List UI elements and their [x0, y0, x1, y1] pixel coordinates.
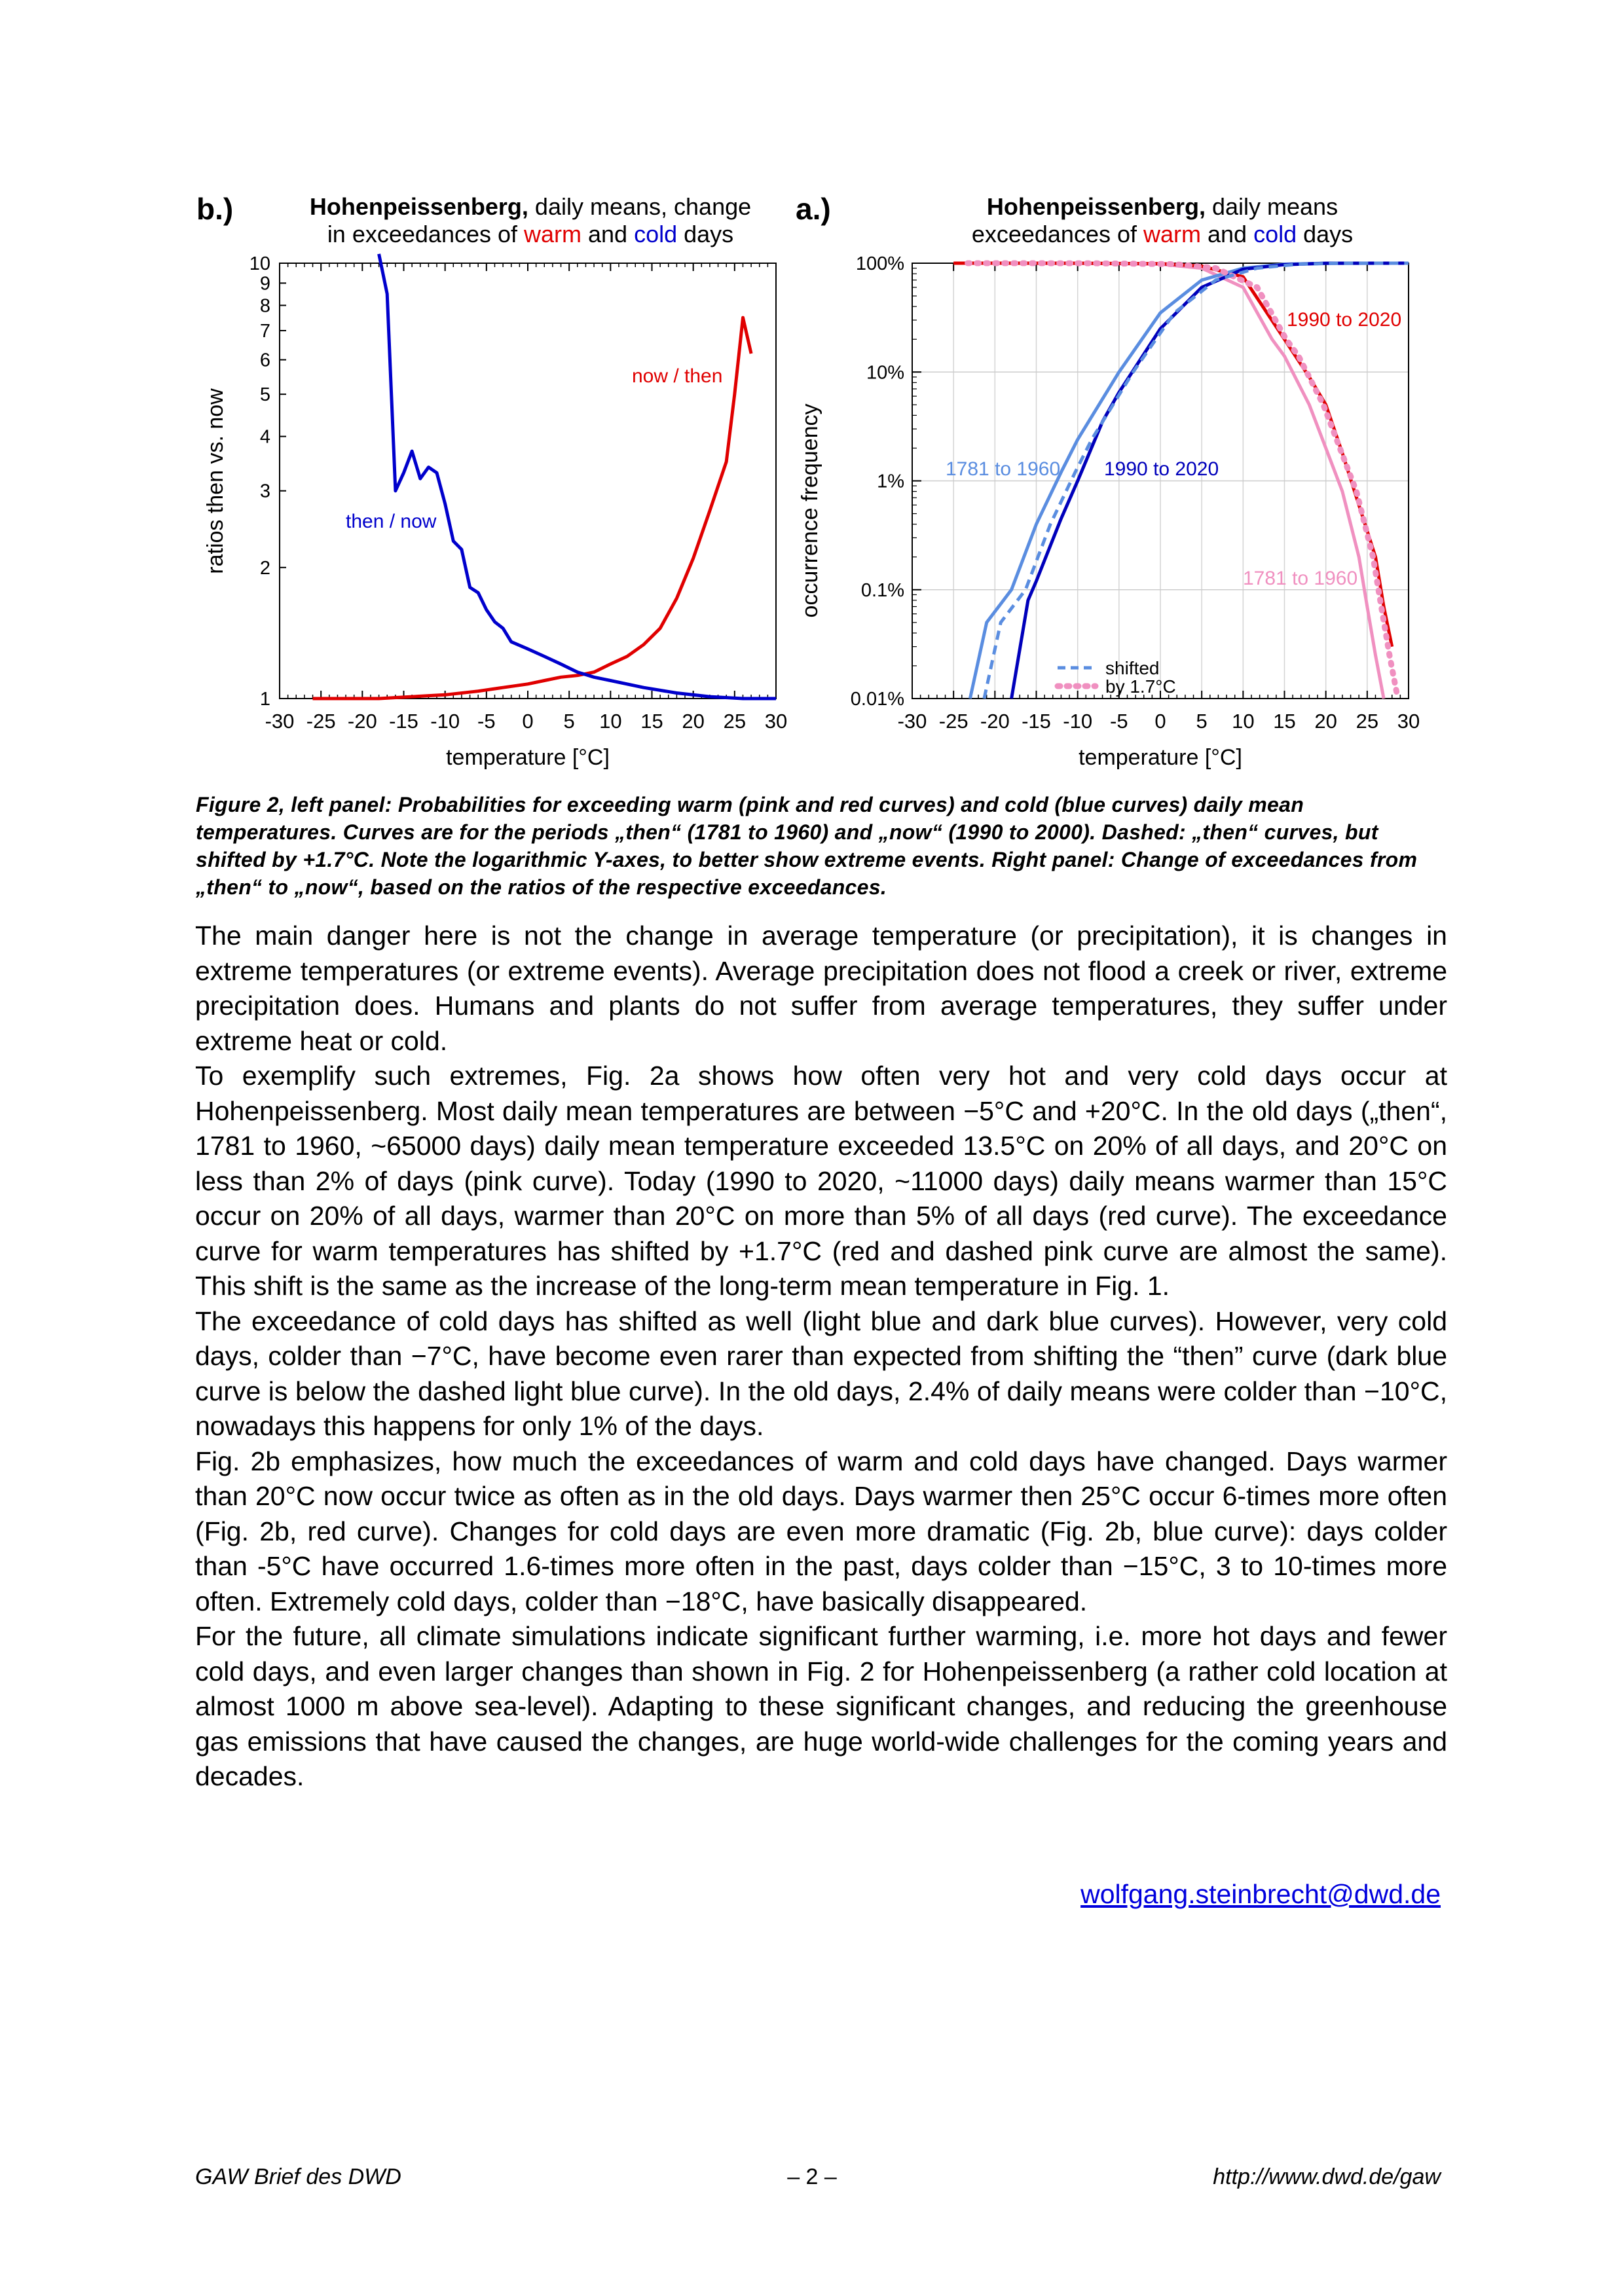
y-tick-label: 5 — [259, 384, 270, 406]
paragraph: To exemplify such extremes, Fig. 2a shows how often very hot and very cold days occur at Hohenpeissenberg. Most daily mean temperatures are between −5°C and +20°C. In the old days („then“, 1781 to 1960, ~65000 days) daily mean temperature exceeded 13.5°C on 20% of all days, and 20°C on less than 2% of days (pink curve). Today (1990 to 2020, ~11000 days) daily means warmer than 15°C occur on 20% of all days, warmer than 20°C on more than 5% of all days (red curve). The exceedance curve for warm temperatures has shifted by +1.7°C (red and dashed pink curve are almost the same). This shift is the same as the increase of the long-term mean temperature in Fig. 1. — [195, 1061, 1447, 1301]
x-tick-label: -5 — [1110, 710, 1128, 733]
y-tick-label: 100% — [855, 253, 904, 274]
panel-b-annotation-warm: now / then — [632, 365, 723, 387]
y-tick-label: 8 — [259, 295, 270, 317]
panel-a-subtitle: exceedances of warm and cold days — [971, 221, 1354, 247]
panel-a-label: a.) — [796, 192, 831, 226]
panel-b-frame — [280, 263, 776, 699]
x-tick-label: 20 — [682, 710, 705, 733]
x-tick-label: -5 — [477, 710, 496, 733]
panel-b-subtitle: in exceedances of warm and cold days — [327, 221, 734, 247]
y-tick-label: 10 — [249, 253, 270, 274]
x-tick-label: 30 — [1397, 710, 1420, 733]
y-tick-label: 3 — [259, 481, 270, 502]
x-tick-label: -20 — [980, 710, 1010, 733]
footer-publication: GAW Brief des DWD — [195, 2164, 401, 2189]
panel-b-xlabel: temperature [°C] — [446, 745, 610, 770]
figure-2 — [0, 0, 1624, 792]
panel-a-exceedances — [796, 192, 1420, 770]
author-email-link[interactable]: wolfgang.steinbrecht@dwd.de — [1080, 1879, 1441, 1909]
y-tick-label: 1% — [877, 471, 904, 492]
panel-a-ylabel: occurrence frequency — [798, 403, 822, 618]
paragraph: For the future, all climate simulations indicate significant further warming, i.e. more hot days and fewer cold days, and even larger changes than shown in Fig. 2 for Hohenpeissenberg (a rather cold location at almost 1000 m above sea-level). Adapting to these significant changes, and reducing the greenhouse gas emissions that have caused the changes, are huge world-wide challenges for the coming years and decades. — [195, 1621, 1447, 1791]
y-tick-label: 0.1% — [860, 579, 904, 601]
y-tick-label: 9 — [259, 273, 270, 295]
panel-a-xlabel: temperature [°C] — [1079, 745, 1242, 770]
panel-a-annotation-cold-then: 1781 to 1960 — [946, 458, 1061, 480]
panel-a-annotation-warm-now: 1990 to 2020 — [1287, 309, 1402, 331]
x-tick-label: -25 — [306, 710, 336, 733]
panel-a-annotation-warm-then: 1781 to 1960 — [1243, 568, 1358, 589]
x-tick-label: 25 — [1356, 710, 1379, 733]
x-tick-label: 15 — [1273, 710, 1296, 733]
paragraph: The exceedance of cold days has shifted as well (light blue and dark blue curves). However, very cold days, colder than −7°C, have become even rarer than expected from shifting the “then” curve (dark blue curve is below the dashed light blue curve). In the old days, 2.4% of daily means were colder than −10°C, nowadays this happens for only 1% of the days. — [195, 1305, 1447, 1441]
panel-a-annotation-cold-now: 1990 to 2020 — [1104, 458, 1219, 480]
x-tick-label: -30 — [265, 710, 295, 733]
y-tick-label: 0.01% — [850, 689, 904, 710]
x-tick-label: 5 — [1196, 710, 1208, 733]
legend-label-shift-amount: by 1.7°C — [1105, 676, 1176, 697]
panel-b-ratios — [196, 192, 787, 770]
x-tick-label: 30 — [764, 710, 788, 733]
y-tick-label: 2 — [259, 557, 270, 579]
x-tick-label: 20 — [1314, 710, 1337, 733]
x-tick-label: 25 — [723, 710, 747, 733]
figure-caption: Figure 2, left panel: Probabilities for exceeding warm (pink and red curves) and cold (blue curves) daily mean temperatures. Curves are for the periods „then“ (1781 to 1960) and „now“ (1990 to 2000). Dashed: „then“ curves, but shifted by +1.7°C. Note the logarithmic Y-axes, to better show extreme events. Right panel: Change of exceedances from „then“ to „now“, based on the ratios of the respective exceedances. — [196, 793, 1418, 899]
panel-b-ylabel: ratios then vs. now — [203, 388, 228, 574]
x-tick-label: 0 — [1154, 710, 1166, 733]
x-tick-label: 5 — [563, 710, 575, 733]
series-then-now-line — [379, 254, 776, 699]
article-body — [195, 919, 1447, 1795]
x-tick-label: -30 — [897, 710, 927, 733]
panel-b-label: b.) — [196, 192, 234, 226]
x-tick-label: 0 — [522, 710, 534, 733]
footer-url[interactable]: http://www.dwd.de/gaw — [1213, 2164, 1441, 2189]
x-tick-label: -15 — [1022, 710, 1051, 733]
y-tick-label: 1 — [259, 689, 270, 710]
x-tick-label: -10 — [430, 710, 460, 733]
panel-b-series — [313, 254, 777, 699]
x-tick-label: -20 — [347, 710, 377, 733]
panel-b-ticks — [249, 253, 788, 733]
x-tick-label: 10 — [1232, 710, 1255, 733]
paragraph: Fig. 2b emphasizes, how much the exceedances of warm and cold days have changed. Days warmer than 20°C now occur twice as often as in the old days. Days warmer then 25°C occur 6-times more often (Fig. 2b, red curve). Changes for cold days are even more dramatic (Fig. 2b, blue curve): days colder than -5°C have occurred 1.6-times more often in the past, days colder than −15°C, 3 to 10-times more often. Extremely cold days, colder than −18°C, have basically disappeared. — [195, 1446, 1447, 1616]
x-tick-label: -15 — [389, 710, 418, 733]
panel-b-annotation-cold: then / now — [346, 511, 437, 532]
panel-a-title: Hohenpeissenberg, daily means — [986, 193, 1338, 220]
paragraph: The main danger here is not the change in average temperature (or precipitation), it is changes in extreme temperatures (or extreme events). Average precipitation does not flood a creek or river, extreme precipitation does. Humans and plants do not suffer from average temperatures, they suffer under extreme heat or cold. — [195, 920, 1447, 1056]
panel-b-title: Hohenpeissenberg, daily means, change — [309, 193, 752, 220]
y-tick-label: 10% — [866, 362, 904, 384]
y-tick-label: 7 — [259, 321, 270, 342]
y-tick-label: 4 — [259, 426, 270, 448]
x-tick-label: -10 — [1063, 710, 1093, 733]
x-tick-label: 15 — [640, 710, 663, 733]
y-tick-label: 6 — [259, 350, 270, 371]
footer-page-number: – 2 – — [787, 2164, 837, 2189]
x-tick-label: -25 — [938, 710, 969, 733]
legend-label-shifted: shifted — [1105, 658, 1160, 678]
panel-a-legend — [1058, 658, 1176, 697]
x-tick-label: 10 — [599, 710, 622, 733]
